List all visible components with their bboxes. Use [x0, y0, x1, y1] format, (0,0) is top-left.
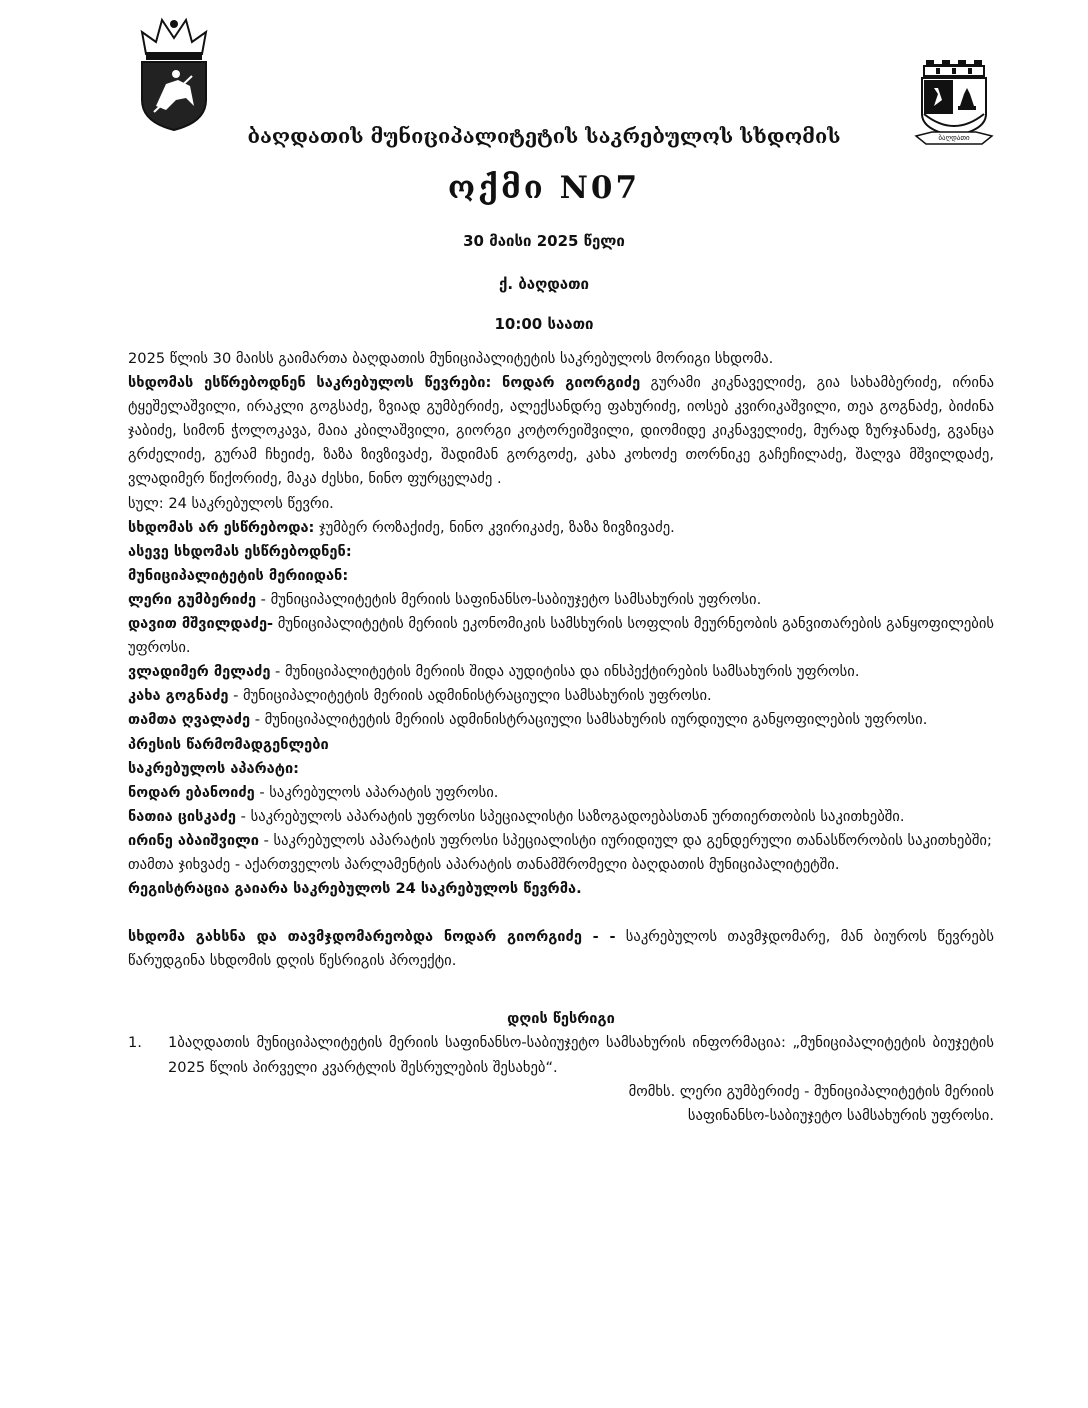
- staff-name: დავით მშვილდაძე-: [128, 615, 274, 633]
- agenda-item-text: 1ბაღდათის მუნიციპალიტეტის მერიის საფინანსო-საბიუჯეტო სამსახურის ინფორმაცია: „მუნიციპალიტეტის ბიუჯეტის 2025 წლის პირველი კვარტლის შესრულების შესახებ“.: [168, 1034, 994, 1076]
- apparatus-name: ნოდარ ებანოიძე: [128, 783, 255, 801]
- meeting-city: ქ. ბაღდათი: [499, 275, 589, 293]
- apparatus-name: ნათია ცისკაძე: [128, 807, 237, 825]
- protocol-body: [128, 347, 994, 1128]
- apparatus-item: [128, 781, 994, 805]
- attendees-paragraph: [128, 371, 994, 491]
- staff-name: თამთა ღვალაძე: [128, 711, 251, 729]
- staff-name: კახა გოგნაძე: [128, 687, 229, 705]
- staff-item: [128, 660, 994, 684]
- agenda-title: დღის წესრიგი: [507, 1010, 615, 1028]
- agenda-item-number: 1.: [128, 1034, 142, 1052]
- protocol-number: ოქმი N07: [447, 170, 641, 206]
- opening-label: სხდომა გახსნა და თავმჯდომარეობდა ნოდარ გიორგიძე - -: [128, 928, 616, 946]
- absent-label: სხდომას არ ესწრებოდა:: [128, 518, 315, 536]
- apparatus-item: [128, 805, 994, 829]
- georgia-coat-of-arms-icon: [132, 14, 216, 132]
- staff-role: - მუნიციპალიტეტის მერიის ადმინისტრაციული სამსახურის უფროსი.: [228, 687, 712, 705]
- agenda-item: [128, 1031, 994, 1079]
- presenter-line: მომხს. ლერი გუმბერიძე - მუნიციპალიტეტის მერიის: [628, 1082, 994, 1100]
- absent-list: ჯუმბერ როზაქიძე, ნინო კვირიკაძე, ზაზა ზივზივაძე.: [314, 518, 675, 536]
- apparatus-role: - საკრებულოს აპარატის უფროსი სპეციალისტი იურიდიულ და გენდერული თანასწორობის საკითხებში;: [258, 831, 992, 849]
- staff-item: [128, 708, 994, 732]
- meeting-date: 30 მაისი 2025 წელი: [463, 232, 625, 250]
- absent-paragraph: [128, 516, 994, 540]
- staff-role: - მუნიციპალიტეტის მერიის შიდა აუდიტისა და ინსპექტირების სამსახურის უფროსი.: [270, 663, 860, 681]
- presenter-line: საფინანსო-საბიუჯეტო სამსახურის უფროსი.: [687, 1106, 994, 1124]
- intro-paragraph: 2025 წლის 30 მაისს გაიმართა ბაღდათის მუნიციპალიტეტის საკრებულოს მორიგი სხდომა.: [128, 350, 774, 367]
- meeting-time: 10:00 საათი: [494, 315, 594, 333]
- opening-paragraph: [128, 925, 994, 973]
- apparatus-item: [128, 829, 994, 853]
- apparatus-role: - საკრებულოს აპარატის უფროსი სპეციალისტი საზოგადოებასთან ურთიერთობის საკითხებში.: [236, 807, 905, 825]
- apparatus-role: - საკრებულოს აპარატის უფროსი.: [254, 783, 499, 801]
- staff-role: მუნიციპალიტეტის მერიის ეკონომიკის სამსხურის სოფლის მეურნეობის განვითარების განყოფილების უფროსი.: [128, 615, 994, 657]
- apparatus-name: ირინე აბაიშვილი: [128, 831, 259, 849]
- attendees-total: სულ: 24 საკრებულოს წევრი.: [128, 494, 334, 512]
- document-title: ბაღდათის მუნიციპალიტეტის საკრებულოს სხდომის: [247, 124, 841, 148]
- staff-role: - მუნიციპალიტეტის მერიის საფინანსო-საბიუჯეტო სამსახურის უფროსი.: [256, 590, 762, 608]
- opening-text: საკრებულოს თავმჯდომარე, მან ბიუროს წევრებს წარუდგინა სხდომის დღის წესრიგის პროექტი.: [128, 928, 994, 970]
- staff-item: [128, 588, 994, 612]
- press-heading: პრესის წარმომადგენლები: [128, 735, 329, 753]
- attendees-label: სხდომას ესწრებოდნენ საკრებულოს წევრები: ნოდარ გიორგიძე: [128, 374, 641, 392]
- staff-name: ლერი გუმბერიძე: [128, 590, 257, 608]
- emblem-caption: ბაღდათი: [938, 134, 970, 142]
- staff-name: ვლადიმერ მელაძე: [128, 663, 271, 681]
- apparatus-heading: საკრებულოს აპარატი:: [128, 759, 299, 777]
- parliament-staff: თამთა ჯიხვაძე - აქართველოს პარლამენტის აპარატის თანამშრომელი ბაღდათის მუნიციპალიტეტში.: [128, 855, 840, 873]
- registration-line: რეგისტრაცია გაიარა საკრებულოს 24 საკრებულოს წევრმა.: [128, 880, 582, 898]
- staff-item: [128, 684, 994, 708]
- attendees-list: გურამი კიკნაველიძე, გია სახამბერიძე, ირინა ტყეშელაშვილი, ირაკლი გოგსაძე, ზვიად გუმბერიძე, ალექსანდრე ფახურიძე, იოსებ კვირიკაშვილი, თეა გოგნაძე, ბიძინა ჯაბიძე, სიმონ ჭოლოკავა, მაია კბილაშვილი, გიორგი კოტორეიშვილი, დიომიდე კიკნაველიძე, მურად ზურჯანაძე, გვანცა გრძელიძე, გურამ ჩხეიძე, ზაზა ზივზივაძე, შადიმან გორგოძე, კახა კოხოძე თორნიკე გაჩეჩილაძე, შალვა მშვილდაძე, ვლადიმერ წიქორიძე, მაკა ძესხი, ნინო ფურცელაძე .: [128, 374, 994, 488]
- staff-item: [128, 612, 994, 660]
- from-mayor-heading: მუნიციპალიტეტის მერიიდან:: [128, 566, 349, 584]
- also-present-heading: ასევე სხდომას ესწრებოდნენ:: [128, 542, 352, 560]
- staff-role: - მუნიციპალიტეტის მერიის ადმინისტრაციული სამსახურის იურდიული განყოფილების უფროსი.: [250, 711, 928, 729]
